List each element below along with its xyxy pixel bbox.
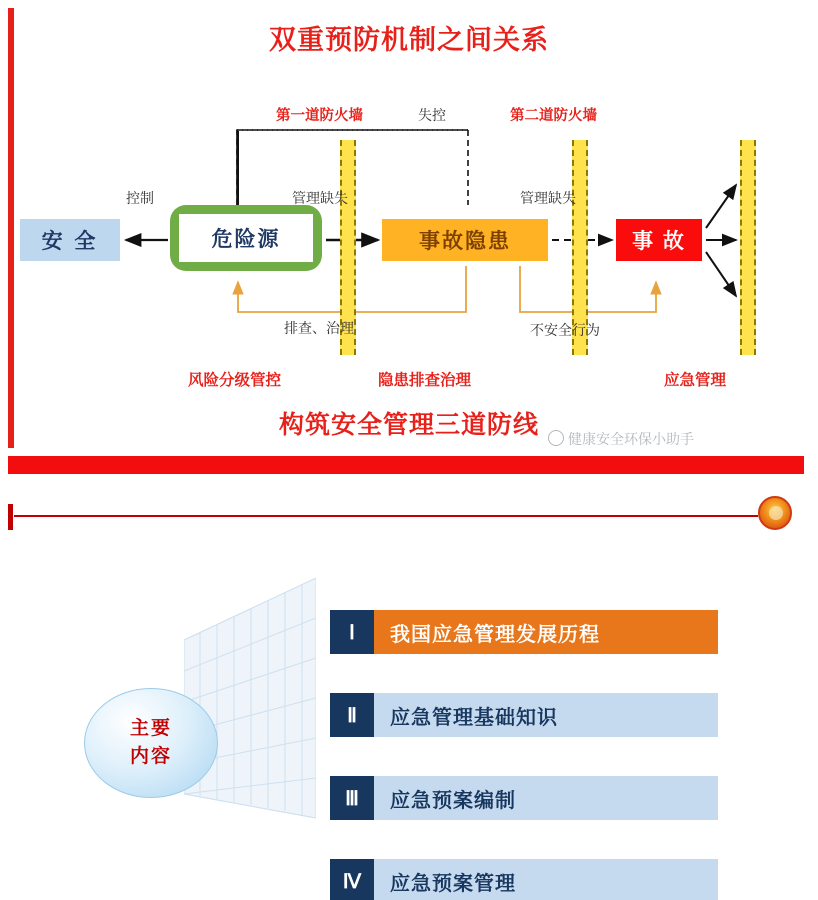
agenda-item-3[interactable] (330, 776, 718, 820)
agenda-item-3-label: 应急预案编制 (374, 776, 718, 820)
agenda-item-3-number: Ⅲ (330, 776, 374, 820)
page-subtitle: 构筑安全管理三道防线 (278, 411, 539, 439)
label-investigate-treat: 排查、治理 (284, 320, 354, 336)
label-emergency-management: 应急管理 (664, 372, 727, 389)
agenda-item-1-label: 我国应急管理发展历程 (374, 610, 718, 654)
agenda-item-2-number: Ⅱ (330, 693, 374, 737)
organization-badge-icon (758, 496, 792, 530)
header-left-accent (8, 504, 13, 530)
node-accident: 事 故 (616, 219, 702, 261)
node-hazard-source (170, 205, 322, 271)
slide-agenda (0, 490, 818, 900)
label-management-gap-2: 管理缺失 (520, 190, 576, 206)
label-hidden-danger-investigation: 隐患排查治理 (378, 372, 472, 389)
agenda-item-1-number: Ⅰ (330, 610, 374, 654)
agenda-item-4[interactable] (330, 859, 718, 900)
oval-label-line1: 主要 (129, 718, 172, 739)
watermark-text: 健康安全环保小助手 (568, 431, 694, 447)
firewall-bar-third (740, 140, 756, 355)
left-red-accent-bar (8, 8, 14, 448)
node-hazard-source-label: 危险源 (179, 214, 313, 262)
watermark-logo-icon (548, 430, 564, 446)
oval-label-line2: 内容 (129, 746, 172, 767)
agenda-item-2[interactable] (330, 693, 718, 737)
header-rule (14, 515, 758, 517)
bottom-red-band (8, 456, 804, 474)
agenda-item-1[interactable] (330, 610, 718, 654)
label-first-firewall: 第一道防火墙 (276, 108, 363, 124)
node-hidden-danger: 事故隐患 (382, 219, 548, 261)
watermark (548, 428, 694, 449)
label-management-gap-1: 管理缺失 (292, 190, 348, 206)
node-safe: 安 全 (20, 219, 120, 261)
main-content-oval (84, 688, 218, 798)
page-title: 双重预防机制之间关系 (269, 25, 549, 55)
label-control: 控制 (126, 190, 154, 206)
label-lost-control: 失控 (418, 107, 446, 123)
label-second-firewall: 第二道防火墙 (510, 108, 597, 124)
agenda-item-2-label: 应急管理基础知识 (374, 693, 718, 737)
label-unsafe-behavior: 不安全行为 (530, 322, 600, 338)
agenda-item-4-label: 应急预案管理 (374, 859, 718, 900)
agenda-item-4-number: Ⅳ (330, 859, 374, 900)
label-risk-grading-control: 风险分级管控 (188, 372, 282, 389)
